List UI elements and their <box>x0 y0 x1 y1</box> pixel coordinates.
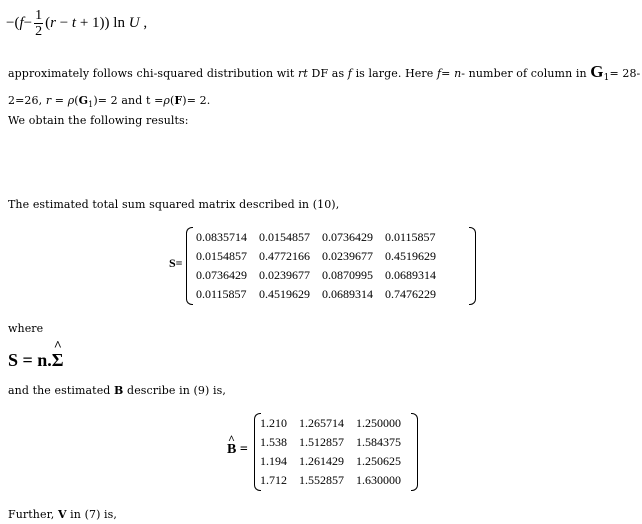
paragraph-sum-squared: The estimated total sum squared matrix described in (10), <box>8 198 340 211</box>
matrix-row: 1.194 1.261429 1.250625 <box>260 454 401 468</box>
matrix-row: 1.538 1.512857 1.584375 <box>260 435 401 449</box>
matrix-row: 1.210 1.265714 1.250000 <box>260 416 401 430</box>
s-equals-n-sigma-hat: S = n.Σ ^ <box>8 339 64 370</box>
chi-square-statistic-formula: −(f− $\frac{1}{2}$ (r − t + 1)) ln U , <box>6 8 148 39</box>
paragraph-results-intro: We obtain the following results: <box>8 114 189 127</box>
fraction-one-half: $\frac{1}{2}$ <box>35 8 43 39</box>
sigma-hat: Σ ^ <box>51 339 64 370</box>
matrix-row: 0.0115857 0.4519629 0.0689314 0.7476229 <box>196 287 436 301</box>
paragraph-further-v: Further, V in (7) is, <box>8 508 118 521</box>
matrix-row: 1.712 1.552857 1.630000 <box>260 473 401 487</box>
matrix-row: 0.0736429 0.0239677 0.0870995 0.0689314 <box>196 268 436 282</box>
s-matrix-label: S= <box>169 256 183 270</box>
matrix-row: 0.0154857 0.4772166 0.0239677 0.4519629 <box>196 249 436 263</box>
b-hat-label: B ^ = <box>227 432 248 457</box>
s-matrix <box>186 227 476 305</box>
matrix-row: 0.0835714 0.0154857 0.0736429 0.0115857 <box>196 230 436 244</box>
right-bracket <box>469 227 476 305</box>
where-label: where <box>8 322 44 335</box>
b-hat-matrix-table <box>254 414 407 490</box>
s-matrix-table <box>190 228 442 304</box>
paragraph-estimated-b: and the estimated B describe in (9) is, <box>8 384 226 397</box>
paragraph-chi-squared: approximately follows chi-squared distribution wit rt DF as f is large. Here f= n- number of column in $G_1= 28-$ <box>8 62 641 84</box>
right-bracket <box>411 413 418 491</box>
paragraph-degrees: 2=26, $r = \rho(G_1)= 2$ and t =ρ(F)= 2. <box>8 94 211 110</box>
b-hat-matrix <box>254 413 418 491</box>
